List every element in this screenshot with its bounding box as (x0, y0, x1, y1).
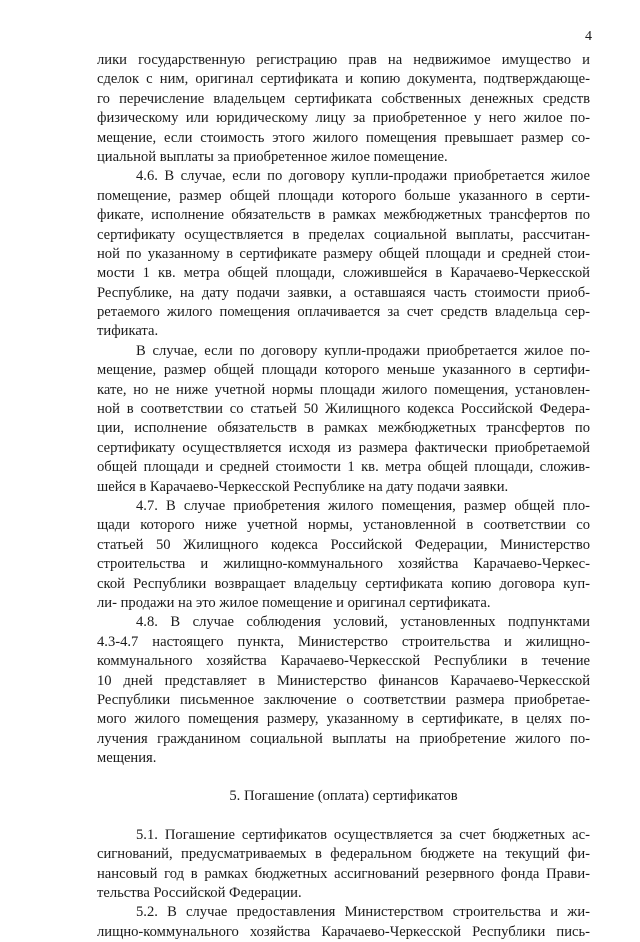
text-line: статьей 50 Жилищного кодекса Российской Федерации, Министерство (97, 536, 590, 553)
spacer (97, 768, 590, 787)
text-line: лучения гражданином социальной выплаты на приобретение жилого по- (97, 730, 590, 747)
section-heading: 5. Погашение (оплата) сертификатов (229, 788, 458, 805)
text-line: фикате, исполнение обязательств в рамках межбюджетных трансфертов по (97, 207, 590, 224)
text-line: 4.8. В случае соблюдения условий, установленных подпунктами (136, 614, 590, 631)
text-line: ской Республики возвращает владельцу сертификата копию договора куп- (97, 575, 590, 592)
text-line: тификата. (97, 323, 159, 340)
page-number: 4 (585, 29, 592, 44)
text-line: мещение, размер общей площади которого меньше указанного в сертифи- (97, 362, 590, 379)
text-line: го перечисление владельцем сертификата собственных денежных средств (97, 90, 590, 107)
text-line: 4.7. В случае приобретения жилого помещения, размер общей пло- (136, 497, 590, 514)
text-line: шейся в Карачаево-Черкесской Республике на дату подачи заявки. (97, 478, 509, 495)
paragraph-4-8 (97, 613, 590, 768)
text-line: 4.3-4.7 настоящего пункта, Министерство строительства и жилищно- (97, 633, 590, 650)
text-line: 5.2. В случае предоставления Министерством строительства и жи- (136, 904, 590, 921)
paragraph-4-7 (97, 497, 590, 613)
text-line: ной по указанному в сертификате размеру общей площади и средней стои- (97, 245, 590, 262)
text-line: ции, исполнение обязательств в рамках межбюджетных трансфертов по (97, 420, 590, 437)
text-line: сертификату осуществляется в пределах социальной выплаты, рассчитан- (97, 226, 590, 243)
document-body (97, 51, 590, 942)
paragraph-4-6-second (97, 342, 590, 497)
text-line: 5.1. Погашение сертификатов осуществляется за счет бюджетных ас- (136, 826, 590, 843)
text-line: мости 1 кв. метра общей площади, сложившейся в Карачаево-Черкесской (97, 265, 590, 282)
text-line: тельства Российской Федерации. (97, 885, 302, 902)
text-line: ретаемого жилого помещения оплачивается за счет средств владельца сер- (97, 304, 590, 321)
text-line: лики государственную регистрацию прав на недвижимое имущество и (97, 52, 590, 68)
text-line: мещение, если стоимость этого жилого помещения превышает размер со- (97, 129, 590, 146)
text-line: мещения. (97, 750, 157, 767)
text-line: щади которого ниже учетной нормы, установленной в соответствии со (97, 517, 590, 534)
spacer (97, 807, 590, 826)
paragraph-5-1 (97, 826, 590, 904)
text-line: мого жилого помещения размеру, указанному в сертификате, в целях по- (97, 711, 590, 728)
text-line: помещение, размер общей площади которого больше указанного в серти- (97, 187, 590, 204)
text-line: 10 дней представляет в Министерство финансов Карачаево-Черкесской (97, 672, 590, 689)
text-line: кате, но не ниже учетной нормы площади жилого помещения, установлен- (97, 381, 590, 398)
text-line: физическому или юридическому лицу за приобретенное у него жилое по- (97, 110, 590, 127)
text-line: коммунального хозяйства Карачаево-Черкесской Республики в течение (97, 653, 590, 670)
text-line: Республики письменное заключение о соответствии размера приобретае- (97, 691, 590, 708)
text-line: ли- продажи на это жилое помещение и оригинал сертификата. (97, 594, 491, 611)
paragraph-continuation (97, 51, 590, 167)
text-line: общей площади и средней стоимости 1 кв. метра общей площади, сложив- (97, 459, 590, 476)
text-line: сертификату осуществляется исходя из размера фактически приобретаемой (97, 439, 590, 456)
text-line: циальной выплаты за приобретенное жилое помещение. (97, 148, 448, 165)
text-line: сделок с ним, оригинал сертификата и копию документа, подтверждающе- (97, 71, 590, 88)
text-line: сигнований, предусматриваемых в федеральном бюджете на текущий фи- (97, 846, 590, 863)
text-line: нансовый год в рамках бюджетных ассигнований резервного фонда Прави- (97, 865, 590, 882)
paragraph-4-6 (97, 167, 590, 342)
text-line: ной в соответствии со статьей 50 Жилищного кодекса Российской Федера- (97, 401, 590, 418)
text-line: Республике, на дату подачи заявки, а оставшаяся часть стоимости приоб- (97, 284, 590, 301)
text-line: лищно-коммунального хозяйства Карачаево-Черкесской Республики пись- (97, 923, 590, 940)
paragraph-5-2 (97, 903, 590, 942)
text-line: 4.6. В случае, если по договору купли-продажи приобретается жилое (136, 168, 590, 185)
text-line: В случае, если по договору купли-продажи приобретается жилое по- (136, 342, 590, 359)
text-line: строительства и жилищно-коммунального хозяйства Карачаево-Черкес- (97, 556, 590, 573)
